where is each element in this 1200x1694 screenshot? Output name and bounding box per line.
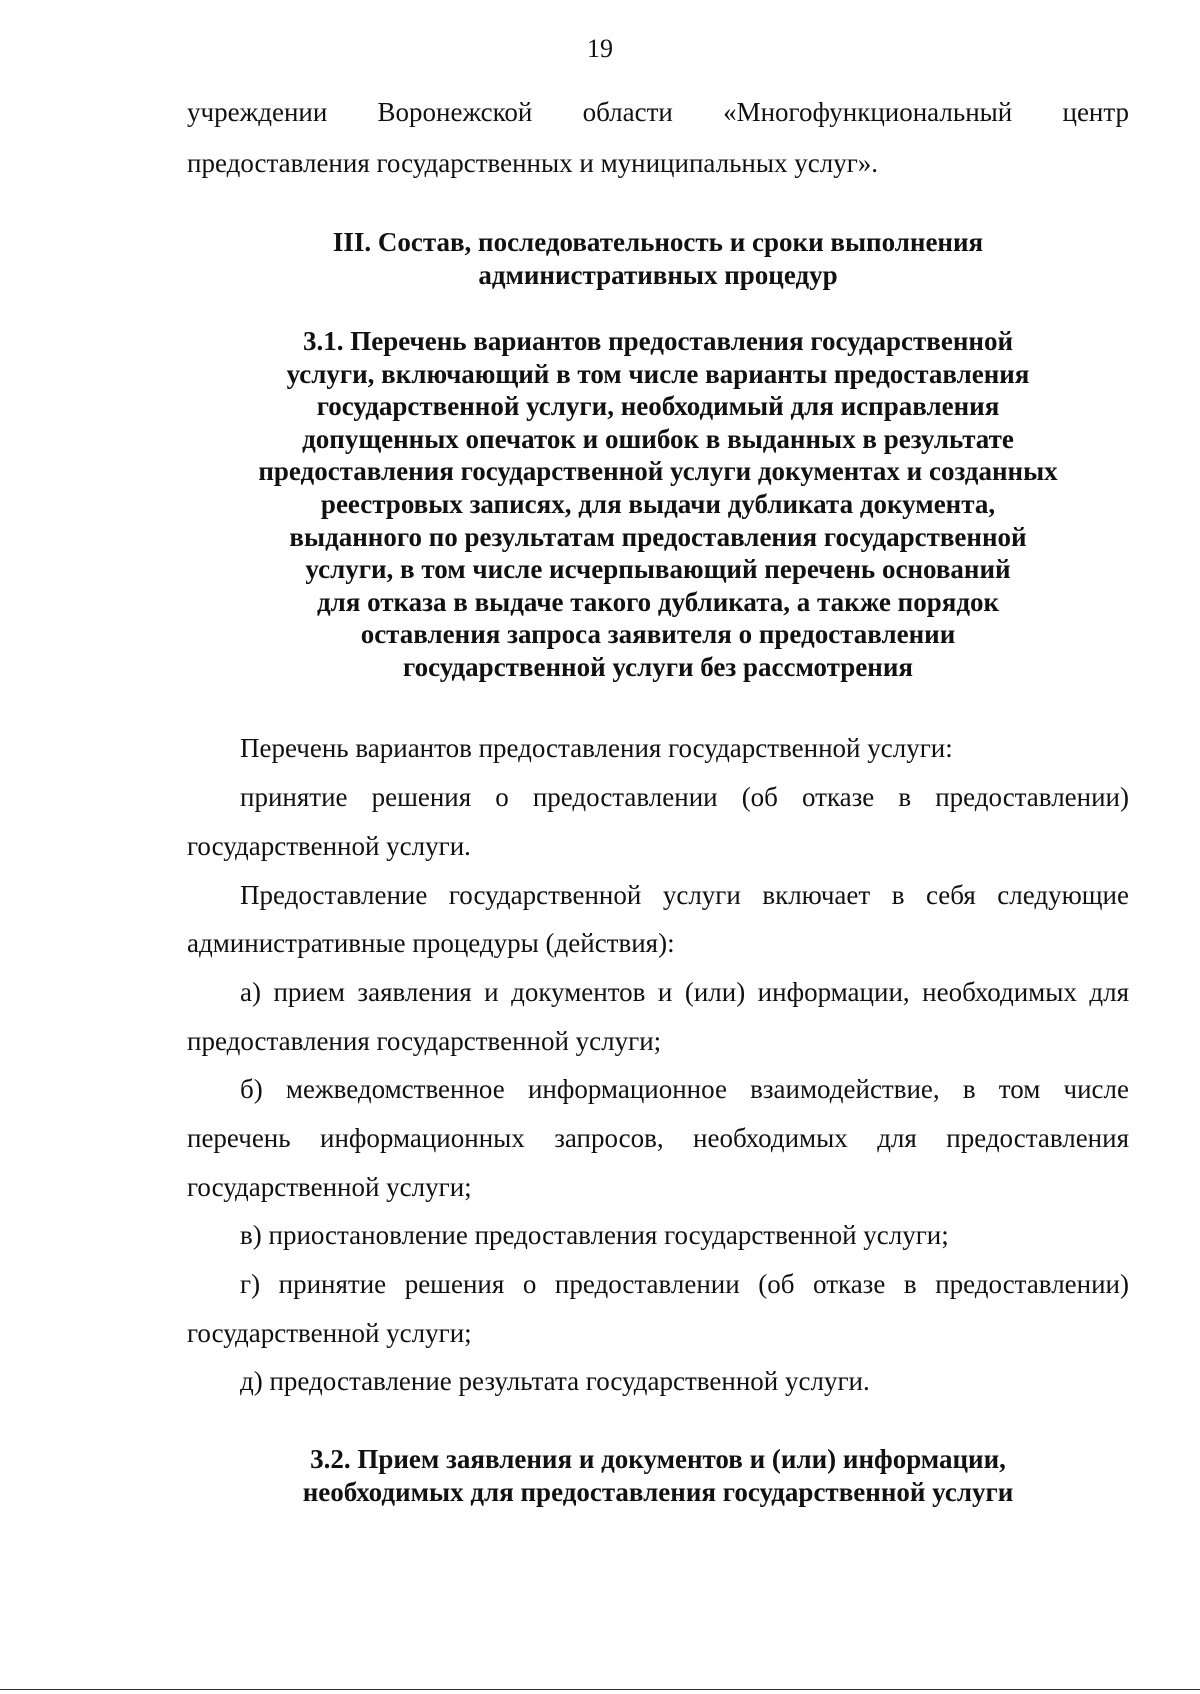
list-item-a-line-1: а) прием заявления и документов и (или) информации, необходимых для [240,977,1129,1007]
subsection-3-1-title-line: оставления запроса заявителя о предоставлении [360,619,956,650]
subsection-3-1-title-line: государственной услуги без рассмотрения [403,651,913,682]
list-item-b-line-3: государственной услуги; [187,1172,472,1202]
section-3-title [187,226,1129,291]
list-item-d: д) предоставление результата государственной услуги. [240,1366,870,1396]
page-edge-rule [0,1689,1200,1690]
subsection-3-1-title [187,325,1129,684]
subsection-3-2-title [187,1443,1129,1508]
subsection-3-2-title-line: необходимых для предоставления государственной услуги [302,1476,1014,1507]
section-3-title-line: III. Состав, последовательность и сроки выполнения [332,227,984,257]
intro-line-2: предоставления государственных и муниципальных услуг». [187,148,879,178]
list-item-a-line-2: предоставления государственной услуги; [187,1026,662,1056]
list-item-g-line-1: г) принятие решения о предоставлении (об отказе в предоставлении) [240,1269,1129,1299]
subsection-3-1-title-line: выданного по результатам предоставления государственной [289,521,1027,552]
paragraph-variant-1-line-2: государственной услуги. [187,831,471,861]
subsection-3-1-title-line: реестровых записях, для выдачи дубликата документа, [320,488,996,519]
list-item-b-line-1: б) межведомственное информационное взаимодействие, в том числе [240,1074,1129,1104]
paragraph-variants-list: Перечень вариантов предоставления государственной услуги: [240,733,953,763]
paragraph-procedures-line-1: Предоставление государственной услуги включает в себя следующие [240,880,1129,910]
paragraph-variant-1-line-1: принятие решения о предоставлении (об отказе в предоставлении) [240,782,1129,812]
intro-line-1: учреждении Воронежской области «Многофункциональный центр [187,97,1129,127]
list-item-g-line-2: государственной услуги; [187,1318,472,1348]
subsection-3-1-title-line: предоставления государственной услуги документах и созданных [258,456,1058,487]
subsection-3-1-title-line: для отказа в выдаче такого дубликата, а также порядок [316,586,1000,617]
paragraph-procedures-line-2: административные процедуры (действия): [187,928,675,958]
subsection-3-1-title-line: допущенных опечаток и ошибок в выданных в результате [302,423,1014,454]
subsection-3-1-title-line: услуги, в том числе исчерпывающий перечень оснований [305,554,1011,585]
subsection-3-1-title-line: 3.1. Перечень вариантов предоставления государственной [302,326,1014,356]
subsection-3-1-title-line: услуги, включающий в том числе варианты предоставления [286,358,1030,389]
subsection-3-1-title-line: государственной услуги, необходимый для исправления [316,391,1000,422]
list-item-b-line-2: перечень информационных запросов, необходимых для предоставления [187,1123,1129,1153]
list-item-v: в) приостановление предоставления государственной услуги; [240,1220,949,1250]
section-3-title-line: административных процедур [478,259,838,290]
page-number: 19 [587,34,613,63]
subsection-3-2-title-line: 3.2. Прием заявления и документов и (или) информации, [310,1444,1006,1474]
